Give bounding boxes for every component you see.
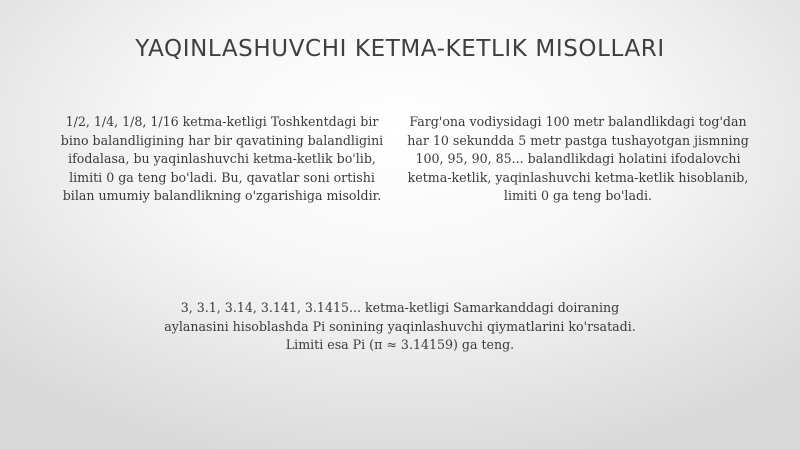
slide-title: YAQINLASHUVCHI KETMA-KETLIK MISOLLARI xyxy=(135,36,665,62)
right-text-block: Farg'ona vodiysidagi 100 metr balandlikdagi tog'dan har 10 sekundda 5 metr pastga tushayotgan jismning 100, 95, 90, 85... balandlikdagi holatini ifodalovchi ketma-ketlik, yaqinlashuvchi ketma-ketlik hisoblanib, limiti 0 ga teng bo'ladi. xyxy=(407,114,749,203)
bottom-text-block: 3, 3.1, 3.14, 3.141, 3.1415... ketma-ketligi Samarkanddagi doiraning aylanasini hisoblashda Pi sonining yaqinlashuvchi qiymatlarini ko'rsatadi. Limiti esa Pi (π ≈ 3.14159) ga teng. xyxy=(164,300,636,352)
left-text-block: 1/2, 1/4, 1/8, 1/16 ketma-ketligi Toshkentdagi bir bino balandligining har bir qavatining balandligini ifodalasa, bu yaqinlashuvchi ketma-ketlik bo'lib, limiti 0 ga teng bo'ladi. Bu, qavatlar soni ortishi bilan umumiy balandlikning o'zgarishiga misoldir. xyxy=(60,114,384,203)
